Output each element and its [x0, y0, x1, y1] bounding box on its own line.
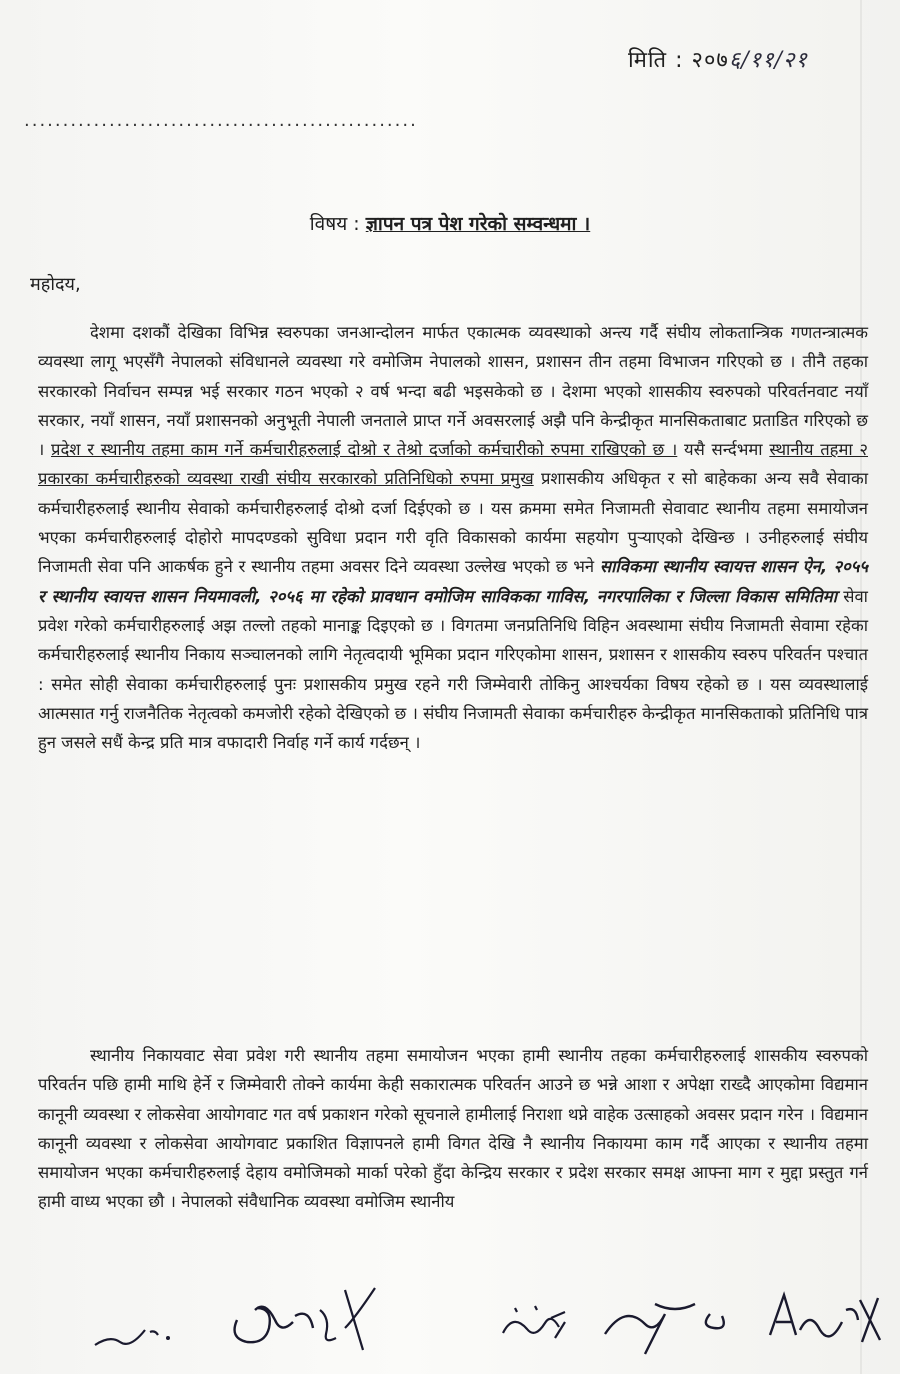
p1-underlined-2: स्थानीय तहमा २ प्रकारका कर्मचारीहरुको व्यवस्था राखी संघीय सरकारको प्रतिनिधिको रुपमा प्रमुख	[38, 440, 869, 489]
date-label: मिति :	[628, 48, 684, 73]
date-handwritten: ६/११/२१	[728, 48, 808, 73]
subject-line	[0, 210, 900, 236]
p1-sentence-6: सेवा प्रवेश गरेको कर्मचारीहरुलाई अझ तल्लो तहको मानाङ्क दिइएको छ । विगतमा जनप्रतिनिधि विहिन अवस्थामा संघीय निजामती सेवामा रहेका कर्मचारीहरुलाई स्थानीय निकाय सञ्चालनको लागि नेतृत्वदायी भूमिका प्रदान गरिएकोमा शासन, प्रशासन र शासकीय स्वरुप परिवर्तन पश्चात : समेत सोही सेवाका कर्मचारीहरुलाई पुनः प्रशासकीय प्रमुख रहने गरी जिम्मेवारी तोकिनु आश्चर्यका विषय रहेको छ । यस व्यवस्थालाई आत्मसात गर्नु राजनैतिक नेतृत्वको कमजोरी रहेको देखिएको छ । संघीय निजामती सेवाका कर्मचारीहरु केन्द्रीकृत मानसिकताको प्रतिनिधि पात्र हुन जसले सधैं केन्द्र प्रति मात्र वफादारी निर्वाह गर्ने कार्य गर्दछन् ।	[38, 586, 868, 753]
p1-sentence-3: यसै सर्न्दभमा	[684, 440, 763, 460]
p2-text: स्थानीय निकायवाट सेवा प्रवेश गरी स्थानीय तहमा समायोजन भएका हामी स्थानीय तहका कर्मचारीहरुलाई शासकीय स्वरुपको परिवर्तन पछि हामी माथि हेर्ने र जिम्मेवारी तोक्ने कार्यमा केही सकारात्मक परिवर्तन आउने छ भन्ने आशा र अपेक्षा राख्दै आएकोमा विद्यमान कानूनी व्यवस्था र लोकसेवा आयोगवाट गत वर्ष प्रकाशन गरेको सूचनाले हामीलाई निराशा थप्ने वाहेक उत्साहको अवसर प्रदान गरेन । विद्यमान कानूनी व्यवस्था र लोकसेवा आयोगवाट प्रकाशित विज्ञापनले हामी विगत देखि नै स्थानीय निकायमा काम गर्दै आएका र स्थानीय तहमा समायोजन भएका कर्मचारीहरुलाई देहाय वमोजिमको मार्का परेको हुँदा केन्द्रिय सरकार र प्रदेश सरकार समक्ष आफ्ना माग र मुद्दा प्रस्तुत गर्न हामी वाध्य भएका छौ । नेपालको संवैधानिक व्यवस्था वमोजिम स्थानीय	[38, 1046, 868, 1212]
salutation: महोदय,	[30, 274, 81, 295]
date-printed: २०७	[691, 48, 729, 73]
subject-label: विषय :	[309, 213, 360, 235]
date-line	[628, 44, 808, 74]
p1-underlined-1: प्रदेश र स्थानीय तहमा काम गर्ने कर्मचारीहरुलाई दोश्रो र तेश्रो दर्जाको कर्मचारीको रुपमा राखिएको छ ।	[51, 440, 678, 460]
p1-sentence-4: प्रशासकीय अधिकृत र सो बाहेकका अन्य सवै सेवाका कर्मचारीहरुलाई स्थानीय सेवाको कर्मचारीहरुलाई दोश्रो दर्जा दिईएको छ । यस क्रममा समेत निजामती सेवावाट स्थानीय तहमा समायोजन भएका कर्मचारीहरुलाई दोहोरो मापदण्डको सुविधा प्रदान गरी वृति विकासको कार्यमा सहयोग पुऱ्याएको देखिन्छ । उनीहरुलाई संघीय निजामती सेवा पनि आकर्षक हुने र स्थानीय तहमा अवसर दिने व्यवस्था उल्लेख भएको छ भने	[38, 469, 868, 577]
signature-2	[225, 1280, 395, 1360]
paragraph-2	[38, 1041, 868, 1217]
p1-emphasis: साविकमा स्थानीय स्वायत्त शासन ऐन, २०५५ र स्थानीय स्वायत्त शासन नियमावली, २०५६ मा रहेको प्रावधान वमोजिम साविकका गाविस, नगरपालिका र जिल्ला विकास समितिमा	[38, 557, 869, 606]
signature-5	[760, 1280, 890, 1355]
signature-4	[600, 1284, 740, 1359]
p1-sentence-1: देशमा दशकौं देखिका विभिन्न स्वरुपका जनआन्दोलन मार्फत एकात्मक व्यवस्थाको अन्त्य गर्दै संघीय लोकतान्त्रिक गणतन्त्रात्मक व्यवस्था लागू भएसँगै नेपालको संविधानले व्यवस्था गरे वमोजिम नेपालको शासन, प्रशासन तीन तहमा विभाजन गरिएको छ । तीनै तहका सरकारको निर्वाचन सम्पन्न भई सरकार गठन भएको २ वर्ष भन्दा बढी भइसकेको छ । देशमा भएको शासकीय स्वरुपको परिवर्तनवाट नयाँ सरकार, नयाँ शासन, नयाँ प्रशासनको अनुभूती नेपाली जनताले प्राप्त गर्ने अवसरलाई अझै पनि केन्द्रीकृत मानसिकताबाट प्रताडित गरिएको छ ।	[38, 323, 868, 460]
signature-1	[90, 1290, 200, 1360]
signature-3	[495, 1288, 585, 1358]
paragraph-1	[38, 318, 868, 757]
subject-text: ज्ञापन पत्र पेश गरेको सम्वन्धमा ।	[365, 213, 591, 235]
addressee-placeholder: ...................................................	[24, 110, 418, 131]
